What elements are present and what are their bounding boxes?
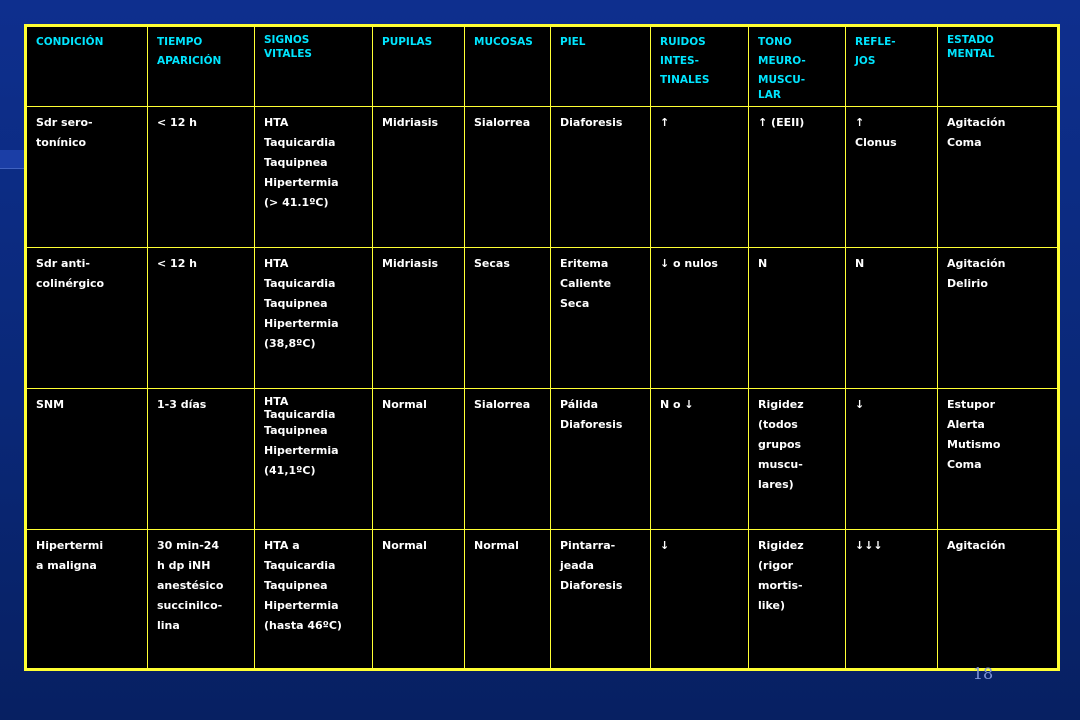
cell-tiempo: < 12 h [148, 248, 255, 389]
cell-ruidos: N o ↓ [651, 389, 749, 530]
table-row [26, 530, 1059, 670]
cell-ruidos: ↓ [651, 530, 749, 670]
cell-estado: Agitación Coma [938, 107, 1059, 248]
cell-condicion: Sdr anti- colinérgico [26, 248, 148, 389]
cell-pupilas: Midriasis [373, 248, 465, 389]
cell-piel: Eritema Caliente Seca [551, 248, 651, 389]
cell-tono: N [749, 248, 846, 389]
cell-piel: Pintarra- jeada Diaforesis [551, 530, 651, 670]
table-row [26, 248, 1059, 389]
cell-reflejos: ↓↓↓ [846, 530, 938, 670]
cell-pupilas: Midriasis [373, 107, 465, 248]
cell-reflejos: ↓ [846, 389, 938, 530]
cell-tiempo: < 12 h [148, 107, 255, 248]
cell-mucosas: Secas [465, 248, 551, 389]
cell-estado: Estupor Alerta Mutismo Coma [938, 389, 1059, 530]
cell-signos: HTA Taquicardia Taquipnea Hipertermia (41,1ºC) [255, 389, 373, 530]
header-reflejos: REFLE- JOS [846, 26, 938, 107]
cell-condicion: Hipertermi a maligna [26, 530, 148, 670]
cell-signos: HTA a Taquicardia Taquipnea Hipertermia (hasta 46ºC) [255, 530, 373, 670]
table-row [26, 107, 1059, 248]
cell-mucosas: Sialorrea [465, 107, 551, 248]
header-condicion: CONDICIÓN [26, 26, 148, 107]
cell-condicion: SNM [26, 389, 148, 530]
cell-reflejos: ↑ Clonus [846, 107, 938, 248]
toxidrome-table [24, 24, 1060, 671]
cell-signos: HTA Taquicardia Taquipnea Hipertermia (> 41.1ºC) [255, 107, 373, 248]
cell-reflejos: N [846, 248, 938, 389]
cell-ruidos: ↓ o nulos [651, 248, 749, 389]
cell-mucosas: Sialorrea [465, 389, 551, 530]
cell-piel: Pálida Diaforesis [551, 389, 651, 530]
cell-mucosas: Normal [465, 530, 551, 670]
cell-tono: Rigidez (todos grupos muscu- lares) [749, 389, 846, 530]
header-signos: SIGNOS VITALES [255, 26, 373, 107]
cell-pupilas: Normal [373, 530, 465, 670]
table-row [26, 389, 1059, 530]
cell-condicion: Sdr sero- tonínico [26, 107, 148, 248]
header-piel: PIEL [551, 26, 651, 107]
header-ruidos: RUIDOS INTES- TINALES [651, 26, 749, 107]
cell-tiempo: 30 min-24 h dp iNH anestésico succinilco- lina [148, 530, 255, 670]
header-estado: ESTADO MENTAL [938, 26, 1059, 107]
cell-pupilas: Normal [373, 389, 465, 530]
header-tiempo: TIEMPO APARICIÓN [148, 26, 255, 107]
header-mucosas: MUCOSAS [465, 26, 551, 107]
cell-estado: Agitación [938, 530, 1059, 670]
cell-piel: Diaforesis [551, 107, 651, 248]
cell-tiempo: 1-3 días [148, 389, 255, 530]
header-tono: TONO MEURO- MUSCU- LAR [749, 26, 846, 107]
cell-tono: ↑ (EEII) [749, 107, 846, 248]
header-pupilas: PUPILAS [373, 26, 465, 107]
cell-signos: HTA Taquicardia Taquipnea Hipertermia (38,8ºC) [255, 248, 373, 389]
header-row [26, 26, 1059, 107]
cell-estado: Agitación Delirio [938, 248, 1059, 389]
slide-number: 18 [972, 664, 994, 683]
cell-ruidos: ↑ [651, 107, 749, 248]
cell-tono: Rigidez (rigor mortis- like) [749, 530, 846, 670]
